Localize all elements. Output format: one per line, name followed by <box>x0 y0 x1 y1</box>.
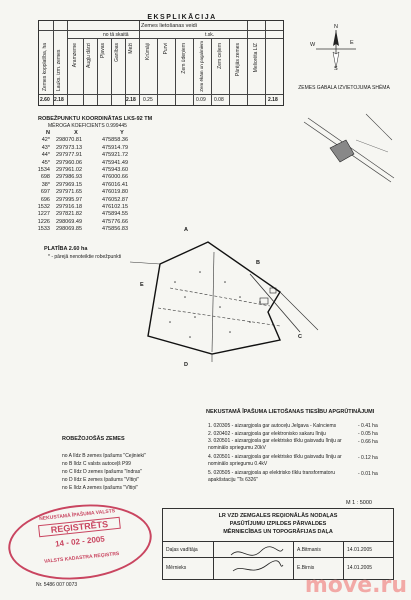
list-item: no A līdz B zemes īpašums "Cejinieki" <box>62 453 146 459</box>
parcel-map <box>130 222 320 382</box>
list-item: no D līdz E zemes īpašums "Vītiņi" <box>62 477 139 483</box>
table-row: 697 297971.65 476019.80 <box>40 189 128 196</box>
col-header-11: Zem ceļiem <box>217 43 223 69</box>
coords-note: * - pārejā nenoteiktie robežpunkti <box>48 254 122 260</box>
table-row: 38* 297969.15 476016.41 <box>41 181 128 188</box>
encumbrances-list <box>208 422 398 486</box>
col-header-7: Krūmāji <box>145 43 151 60</box>
explication-title: EKSPLIKĀCIJA <box>147 14 217 21</box>
explication-table <box>38 20 284 106</box>
table-row: 45* 297960.06 475941.49 <box>41 159 128 166</box>
map-label-d: D <box>184 362 188 368</box>
title-block <box>162 508 394 580</box>
value-meliorated: 2.18 <box>268 97 278 103</box>
col-header-13: Meliorēta LIZ <box>253 43 259 73</box>
explication-tsk-label: t.sk. <box>205 32 215 38</box>
location-scheme <box>296 104 396 184</box>
table-row: 698 297986.93 476000.66 <box>40 174 128 181</box>
map-label-a: A <box>184 227 188 233</box>
col-header-5: Ganības <box>114 43 120 62</box>
role-surveyor: Mērnieks <box>166 565 187 571</box>
col-header-10: Zem ēkām un pagalmiem <box>199 41 204 92</box>
compass-s: S <box>334 66 338 72</box>
org-line-3: MĒRNIECĪBAS UN TOPOGRĀFIJAS DAĻA <box>223 529 333 535</box>
list-item: 4. 020501 - aizsargjosla gar elektrisko tīklu gaisvadu līniju ar nominālo spriegumu 0.4kV- 0.12 ha <box>208 454 378 467</box>
table-row: 696 297995.97 476052.87 <box>40 196 128 203</box>
table-row: 1532 297916.18 476102.15 <box>37 203 128 210</box>
explication-group-label: no tā skaitā <box>103 32 129 38</box>
value-total: 2.60 <box>40 97 50 103</box>
encumbrances-title: NEKUSTAMĀ ĪPAŠUMA LIETOŠANAS TIESĪBU APGRŪTINĀJUMI <box>206 409 375 415</box>
coords-header-row: N X Y <box>46 130 124 136</box>
list-item: 2. 020402 - aizsargjosla gar elektronisko sakaru līniju - 0.05 ha <box>208 431 378 437</box>
area-label: PLATĪBA 2.60 ha <box>44 246 88 252</box>
col-header-1: Lauks. izm. zemes <box>56 49 62 91</box>
signature-marks <box>227 543 287 577</box>
list-item: 1. 020305 - aizsargjosla gar autoceļu Jelgava - Kalnciems - 0.41 ha <box>208 423 378 429</box>
value-buildings: 0.08 <box>214 97 224 103</box>
table-row: 1534 297961.02 475943.60 <box>37 166 128 173</box>
table-row: 1226 298069.49 475776.66 <box>37 218 128 225</box>
map-label-b: B <box>256 260 260 266</box>
role-head: Daļas vadītāja <box>166 547 198 553</box>
map-label-c: C <box>298 334 302 340</box>
col-header-0: Zemes kopplatība, ha <box>42 42 48 91</box>
value-water: 0.09 <box>196 97 206 103</box>
col-header-9: Zem ūdeņiem <box>181 43 187 74</box>
list-item: no C līdz D zemes īpašums "Indras" <box>62 469 142 475</box>
coords-title: ROBEŽPUNKTU KOORDINĀTAS LKS-92 TM <box>38 116 153 122</box>
list-item: no E līdz A zemes īpašums "Vītiņi" <box>62 485 139 491</box>
table-row: 1533 298069.85 475856.83 <box>37 226 128 233</box>
table-row: 42* 298070.81 475858.36 <box>41 137 128 144</box>
map-label-e: E <box>140 282 144 288</box>
table-row: 1227 297821.82 475894.55 <box>37 211 128 218</box>
name-head: A.Bitmanis <box>297 547 321 553</box>
registration-stamp: NEKUSTAMĀ ĪPAŠUMA VALSTS REĢISTRĒTS 14 - 02 - 2005 VALSTS KADASTRA REĢISTRS <box>5 498 156 587</box>
org-line-1: LR VZD ZEMGALES REĢIONĀLĀS NODAĻAS <box>218 513 338 519</box>
watermark-logo: move.ru <box>304 573 407 598</box>
table-row: 44* 297977.91 475921.72 <box>41 152 128 159</box>
explication-subtitle: Zemes lietošanas veidi <box>141 23 197 29</box>
col-header-2: Aramzeme <box>72 43 78 68</box>
col-header-8: Purvi <box>163 43 169 55</box>
list-item: 5. 020505 - aizsargjosla ap elektrisko tīklu transformatoru apakšstaciju "Ts 6326"- 0.01 ha <box>208 470 378 483</box>
compass-n: N <box>334 24 338 30</box>
location-scheme-caption: ZEMES GABALA IZVIETOJUMA SHĒMA <box>298 85 390 91</box>
org-line-2: PASŪTĪJUMU IZPILDES PĀRVALDES <box>229 521 327 527</box>
scale-label: M 1 : 5000 <box>346 500 372 506</box>
value-agri: 2.18 <box>54 97 64 103</box>
table-row: 43* 297973.13 475914.79 <box>41 144 128 151</box>
col-header-12: Pārējās zemes <box>235 43 241 77</box>
list-item: 3. 020501 - aizsargjosla gar elektrisko tīklu gaisvadu līniju ar nominālo spriegumu 20kV- 0.66 ha <box>208 438 378 451</box>
col-header-6: Meži <box>128 43 134 54</box>
date-surveyor: 14.01.2005 <box>347 565 373 571</box>
coords-table <box>30 130 160 233</box>
coords-subtitle: MĒROGA KOEFICIENTS 0.999445 <box>48 123 127 129</box>
col-header-4: Pļavas <box>100 43 106 59</box>
compass-w: W <box>310 42 316 48</box>
value-pastures: 2.18 <box>126 97 136 103</box>
neighbours-list <box>62 452 146 492</box>
registration-number: Nr. 5486 007 0073 <box>36 582 78 588</box>
compass-e: E <box>350 40 354 46</box>
date-head: 14.01.2005 <box>347 547 373 553</box>
name-surveyor: E.Birnis <box>297 565 315 571</box>
value-forest: 0.25 <box>143 97 153 103</box>
col-header-3: Augļu dārzi <box>86 43 92 69</box>
neighbours-title: ROBEŽOJOŠĀS ZEMES <box>62 436 125 442</box>
list-item: no B līdz C valsts autoceļš P99 <box>62 461 131 467</box>
